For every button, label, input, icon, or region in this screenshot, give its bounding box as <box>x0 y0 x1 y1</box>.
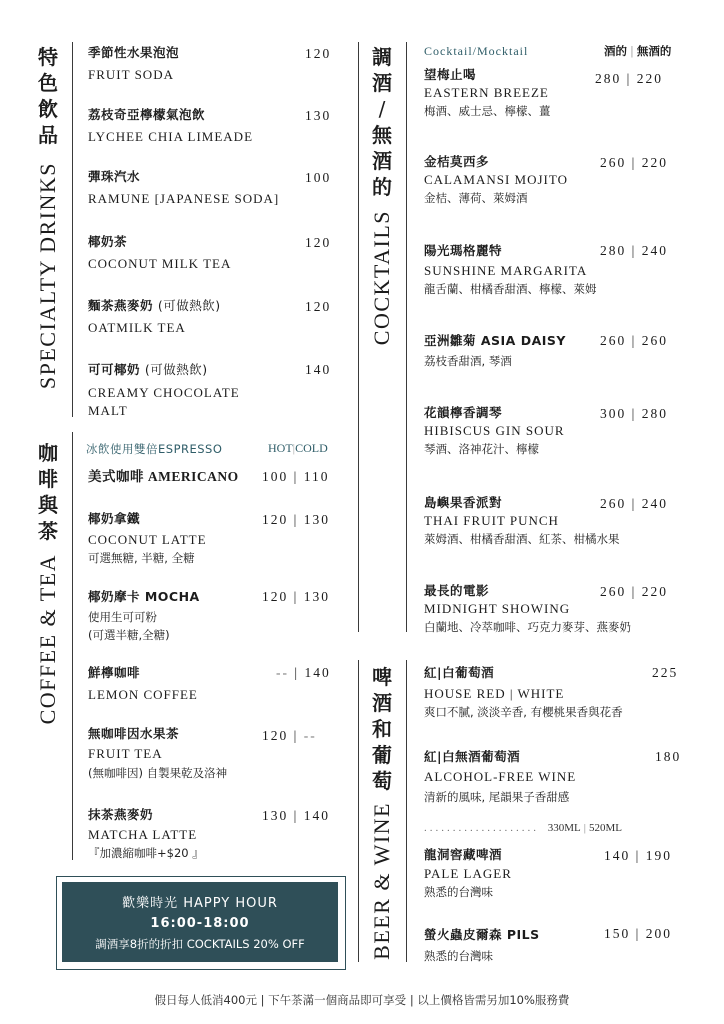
item-price-pair: 260 | 240 <box>600 496 668 511</box>
alc-label: 酒的 <box>604 44 627 58</box>
item-price: 130 <box>305 108 332 123</box>
menu-item <box>424 748 576 806</box>
item-desc: 使用生可可粉 <box>88 610 157 624</box>
item-name-zh: 無咖啡因水果茶 <box>88 726 180 741</box>
item-price-pair: 120 | 130 <box>262 512 330 527</box>
item-name-zh <box>88 361 240 379</box>
item-name-en: FRUIT SODA <box>88 67 174 82</box>
item-desc-2: (可選半糖,全糖) <box>88 628 170 642</box>
menu-item <box>424 242 597 298</box>
item-name-zh <box>88 588 200 606</box>
item-price: 120 <box>305 46 332 61</box>
alc-price: 260 <box>600 155 627 170</box>
item-name-en: LYCHEE CHIA LIMEADE <box>88 129 254 144</box>
size-large-label: 520ML <box>588 822 622 834</box>
menu-item <box>88 106 253 146</box>
item-desc: 爽口不膩, 淡淡辛香, 有櫻桃果香與花香 <box>424 705 623 719</box>
size-separator: | <box>583 822 586 834</box>
coffee-title-zh-3: 與 <box>38 493 58 517</box>
beer-title-zh-2: 酒 <box>372 691 392 715</box>
menu-item <box>88 588 200 644</box>
cocktails-title-zh-4: 無 <box>372 123 392 147</box>
item-desc: 金桔、薄荷、萊姆酒 <box>424 191 528 205</box>
item-name-zh <box>424 332 566 350</box>
happy-hour-box <box>62 882 338 962</box>
item-name-zh <box>88 297 221 315</box>
menu-item <box>424 494 620 548</box>
cocktails-divider <box>406 42 407 632</box>
item-name-zh: 紅|白無酒葡萄酒 <box>424 749 521 764</box>
noalc-price: 240 <box>641 496 668 511</box>
coffee-header <box>86 441 222 457</box>
item-price: 225 <box>652 665 679 680</box>
small-price: 140 <box>604 848 631 863</box>
item-name-en: FRUIT TEA <box>88 746 163 761</box>
menu-item <box>424 926 540 965</box>
item-name-zh-main: 美式咖啡 AMERICANO <box>88 469 239 484</box>
happy-hour-discount: 調酒享8折的折扣 COCKTAILS 20% OFF <box>95 937 305 951</box>
item-name-en: LEMON COFFEE <box>88 687 198 702</box>
happy-hour-title: 歡樂時光 HAPPY HOUR <box>122 896 278 911</box>
size-dots: .................... <box>424 822 539 834</box>
menu-item <box>424 664 623 721</box>
cocktails-title-zh-1: 調 <box>372 45 392 69</box>
specialty-title-zh-3: 飲 <box>38 97 58 121</box>
item-desc: 白蘭地、冷萃咖啡、巧克力麥芽、燕麥奶 <box>424 620 631 634</box>
item-price: 180 <box>655 749 682 764</box>
beer-divider <box>406 660 407 962</box>
item-name-zh-main: 麵茶燕麥奶 <box>88 298 154 313</box>
noalc-price: 280 <box>641 406 668 421</box>
hot-price: 130 <box>262 808 289 823</box>
cocktails-title-zh-2: 酒 <box>372 71 392 95</box>
item-desc: 『加濃縮咖啡+$20 』 <box>88 846 204 860</box>
item-name-zh-main: 可可椰奶 <box>88 362 141 377</box>
size-small-label: 330ML <box>547 822 581 834</box>
item-name-en: OATMILK TEA <box>88 320 186 335</box>
coffee-category-title <box>34 440 62 724</box>
item-name-zh: 花韻檸香調琴 <box>424 405 503 420</box>
menu-item <box>424 404 565 458</box>
menu-item <box>88 297 221 337</box>
center-divider-lower <box>358 660 359 962</box>
cocktails-title-zh-5: 酒 <box>372 149 392 173</box>
item-name-en: CREAMY CHOCOLATE <box>88 385 240 400</box>
alc-header <box>604 43 671 59</box>
hot-label: HOT <box>268 441 293 455</box>
espresso-note: 冰飲使用雙倍ESPRESSO <box>86 442 223 456</box>
specialty-category-title <box>34 44 62 389</box>
item-price: 120 <box>305 235 332 250</box>
item-name-en-2: MALT <box>88 403 128 418</box>
item-name-en: PALE LAGER <box>424 866 512 881</box>
cold-price: 140 <box>303 808 330 823</box>
noalc-price: 240 <box>641 243 668 258</box>
alc-price: 260 <box>600 496 627 511</box>
hot-price: 120 <box>262 589 289 604</box>
item-name-zh: 龍洞窖藏啤酒 <box>424 847 503 862</box>
alc-price: 280 <box>595 71 622 86</box>
item-name-zh: 島嶼果香派對 <box>424 495 503 510</box>
cocktails-category-title <box>368 44 396 345</box>
alc-price: 280 <box>600 243 627 258</box>
beer-wine-category-title <box>368 664 396 960</box>
coffee-divider <box>72 432 73 860</box>
coffee-title-zh-1: 咖 <box>38 441 58 465</box>
specialty-divider <box>72 42 73 417</box>
item-name-en: COCONUT MILK TEA <box>88 256 232 271</box>
item-name-en: ALCOHOL-FREE WINE <box>424 769 577 784</box>
item-name-en: HOUSE RED | WHITE <box>424 686 565 701</box>
cold-label: COLD <box>295 441 328 455</box>
item-name-en: THAI FRUIT PUNCH <box>424 513 559 528</box>
item-price-pair: 260 | 220 <box>600 155 668 170</box>
cold-price: 130 <box>303 589 330 604</box>
menu-item <box>88 725 227 782</box>
alc-price: 300 <box>600 406 627 421</box>
item-price-pair: 280 | 220 <box>595 71 663 86</box>
cocktails-title-en: COCKTAILS <box>369 210 394 346</box>
item-price-pair: 300 | 280 <box>600 406 668 421</box>
menu-item <box>88 168 279 208</box>
specialty-title-zh-2: 色 <box>38 71 58 95</box>
beer-title-zh-5: 萄 <box>372 769 392 793</box>
item-name-en: RAMUNE [JAPANESE SODA] <box>88 191 280 206</box>
coffee-title-en: COFFEE & TEA <box>35 554 60 725</box>
item-price-pair: -- | 140 <box>276 665 331 680</box>
beer-title-zh-1: 啤 <box>372 665 392 689</box>
item-name-zh: 荔枝奇亞檸檬氣泡飲 <box>88 107 206 122</box>
header-separator: | <box>630 44 634 58</box>
item-price-pair: 260 | 260 <box>600 333 668 348</box>
item-desc: 琴酒、洛神花汁、檸檬 <box>424 442 539 456</box>
item-name-zh: 紅|白葡萄酒 <box>424 665 495 680</box>
menu-item <box>424 66 551 120</box>
menu-item <box>88 233 231 273</box>
item-name-zh: 鮮檸咖啡 <box>88 665 141 680</box>
item-price-pair: 260 | 220 <box>600 584 668 599</box>
item-desc: 熟悉的台灣味 <box>424 949 493 963</box>
hot-price: 120 <box>262 512 289 527</box>
large-price: 190 <box>645 848 672 863</box>
item-name-zh: 最長的電影 <box>424 583 490 598</box>
cocktails-title-zh-6: 的 <box>372 175 392 199</box>
cold-price: -- <box>303 728 317 743</box>
menu-item <box>424 153 568 207</box>
item-name-en: SUNSHINE MARGARITA <box>424 263 588 278</box>
cold-price: 110 <box>303 469 330 484</box>
center-divider <box>358 42 359 632</box>
menu-item <box>88 510 207 567</box>
item-name-zh-main: 亞洲雛菊 ASIA DAISY <box>424 333 566 348</box>
beer-title-zh-3: 和 <box>372 717 392 741</box>
menu-item <box>88 361 240 420</box>
item-name-zh: 望梅止喝 <box>424 67 477 82</box>
item-price-pair: 150 | 200 <box>604 926 672 941</box>
item-name-en: CALAMANSI MOJITO <box>424 172 568 187</box>
alc-price: 260 <box>600 584 627 599</box>
small-price: 150 <box>604 926 631 941</box>
menu-item <box>88 806 204 862</box>
item-price-pair: 120 | -- <box>262 728 317 743</box>
item-price-pair: 120 | 130 <box>262 589 330 604</box>
item-price: 140 <box>305 362 332 377</box>
item-name-zh: 金桔莫西多 <box>424 154 490 169</box>
item-desc: 梅酒、威士忌、檸檬、薑 <box>424 104 551 118</box>
item-name-zh: 椰奶拿鐵 <box>88 511 141 526</box>
coffee-title-zh-2: 啡 <box>38 467 58 491</box>
alc-price: 260 <box>600 333 627 348</box>
beer-title-en: BEER & WINE <box>369 802 394 960</box>
item-name-zh: 季節性水果泡泡 <box>88 45 180 60</box>
specialty-title-zh-4: 品 <box>38 123 58 147</box>
item-name-zh: 陽光瑪格麗特 <box>424 243 503 258</box>
item-name-zh: 螢火蟲皮爾森 PILS <box>424 927 540 942</box>
menu-item <box>424 846 512 901</box>
header-separator: | <box>292 441 296 455</box>
item-price-pair: 100 | 110 <box>262 469 330 484</box>
item-name-en: COCONUT LATTE <box>88 532 207 547</box>
item-name-zh <box>88 468 239 486</box>
item-name-en: MATCHA LATTE <box>88 827 198 842</box>
item-note: (可做熱飲) <box>144 362 208 377</box>
hot-price: 100 <box>262 469 289 484</box>
item-price-pair: 130 | 140 <box>262 808 330 823</box>
specialty-title-en: SPECIALTY DRINKS <box>35 162 60 390</box>
size-header <box>424 822 622 834</box>
item-name-en: EASTERN BREEZE <box>424 85 549 100</box>
item-desc: 清新的風味, 尾韻果子香甜感 <box>424 790 570 804</box>
item-desc: 荔枝香甜酒, 琴酒 <box>424 354 512 368</box>
hot-cold-header <box>268 441 328 456</box>
hot-price: 120 <box>262 728 289 743</box>
item-name-en: MIDNIGHT SHOWING <box>424 601 571 616</box>
item-price-pair: 280 | 240 <box>600 243 668 258</box>
hot-price: -- <box>276 665 289 680</box>
item-desc: 可選無糖, 半糖, 全糖 <box>88 551 195 565</box>
item-price: 120 <box>305 299 332 314</box>
cocktail-header: Cocktail/Mocktail <box>424 44 529 58</box>
item-name-en: HIBISCUS GIN SOUR <box>424 423 565 438</box>
noalc-price: 220 <box>636 71 663 86</box>
cocktails-title-zh-3: / <box>378 97 386 121</box>
coffee-title-zh-4: 茶 <box>38 519 58 543</box>
item-desc: 熟悉的台灣味 <box>424 885 493 899</box>
item-name-zh-main: 椰奶摩卡 MOCHA <box>88 589 200 604</box>
footer-note: 假日每人低消400元 | 下午茶滿一個商品即可享受 | 以上價格皆需另加10%服務費 <box>154 993 570 1007</box>
item-desc: 龍舌蘭、柑橘香甜酒、檸檬、萊姆 <box>424 282 597 296</box>
item-desc: (無咖啡因) 自製果乾及洛神 <box>88 766 228 780</box>
item-name-zh: 彈珠汽水 <box>88 169 141 184</box>
menu-item <box>88 468 239 486</box>
item-desc: 萊姆酒、柑橘香甜酒、紅茶、柑橘水果 <box>424 532 620 546</box>
noalc-price: 220 <box>641 584 668 599</box>
noalc-price: 220 <box>641 155 668 170</box>
item-name-zh: 椰奶茶 <box>88 234 128 249</box>
item-name-zh: 抹茶燕麥奶 <box>88 807 154 822</box>
item-price: 100 <box>305 170 332 185</box>
noalc-price: 260 <box>641 333 668 348</box>
happy-hour-time: 16:00-18:00 <box>150 916 250 931</box>
beer-title-zh-4: 葡 <box>372 743 392 767</box>
cold-price: 130 <box>303 512 330 527</box>
menu-item <box>88 44 179 84</box>
menu-item <box>88 664 198 704</box>
item-note: (可做熱飲) <box>157 298 221 313</box>
item-price-pair: 140 | 190 <box>604 848 672 863</box>
cold-price: 140 <box>304 665 331 680</box>
specialty-title-zh-1: 特 <box>38 45 58 69</box>
menu-item <box>424 332 566 370</box>
noalc-label: 無酒的 <box>636 44 672 58</box>
large-price: 200 <box>645 926 672 941</box>
